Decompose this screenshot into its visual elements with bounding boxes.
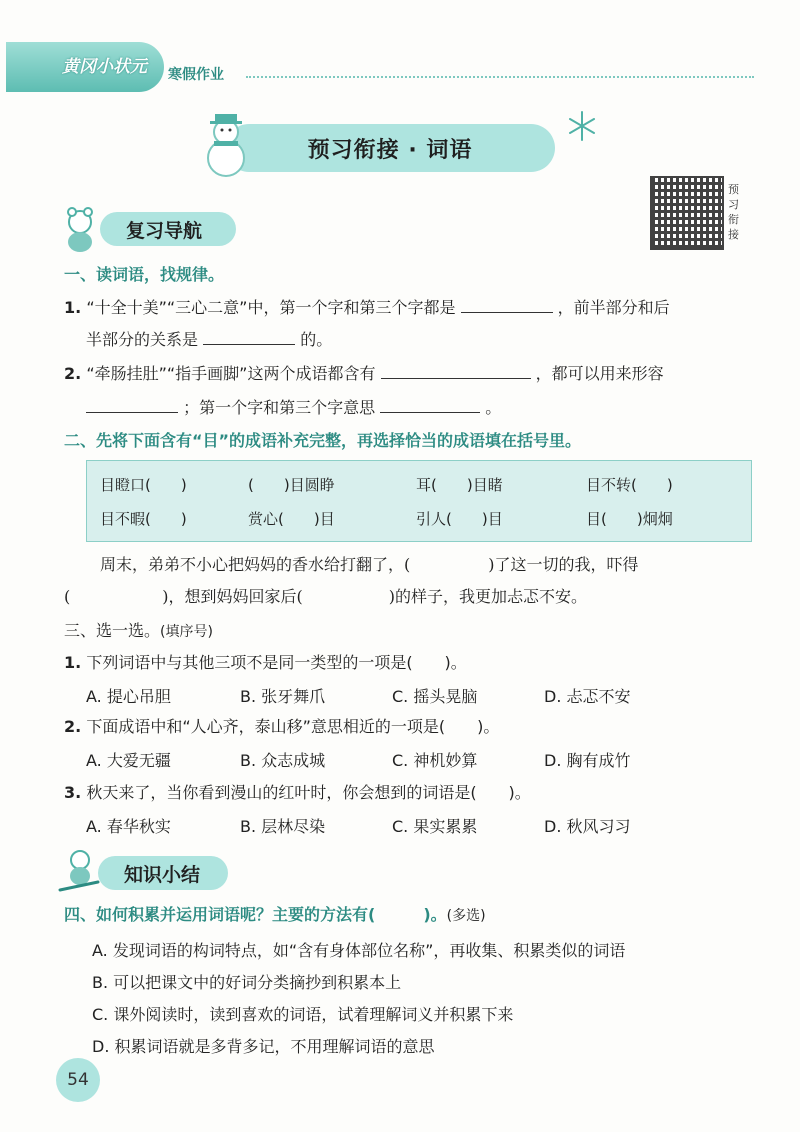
- part4-note: (多选): [446, 908, 486, 924]
- q1-blank-1[interactable]: [461, 296, 553, 313]
- choice-option[interactable]: C. 神机妙算: [392, 751, 478, 770]
- q1-text-a: “十全十美”“三心二意”中，第一个字和第三个字都是: [86, 298, 456, 317]
- choice-option[interactable]: B. 层林尽染: [240, 817, 326, 836]
- choice-option[interactable]: B. 众志成城: [240, 751, 326, 770]
- page-number: 54: [56, 1058, 100, 1102]
- choice-option[interactable]: C. 果实累累: [392, 817, 478, 836]
- passage-text: 周末，弟弟不小心把妈妈的香水给打翻了，(: [100, 555, 411, 574]
- choice-q3: [64, 782, 531, 804]
- passage-line-1: [100, 552, 639, 575]
- q2-text-c: ；第一个字和第三个字意思: [183, 398, 376, 417]
- qr-label: 预习衔接: [728, 183, 739, 241]
- section-review-pill: 复习导航: [100, 212, 236, 246]
- choice-q1-text: 下列词语中与其他三项不是同一类型的一项是( )。: [86, 653, 467, 672]
- q2-blank-3[interactable]: [380, 396, 480, 413]
- idiom-item[interactable]: 目不暇( ): [100, 510, 187, 528]
- skier-mascot-icon: [56, 846, 102, 896]
- choice-option[interactable]: A. 大爱无疆: [86, 751, 171, 770]
- choice-option[interactable]: D. 忐忑不安: [544, 687, 631, 706]
- part3-note: (填序号): [160, 624, 213, 640]
- q2-text-b: ，都可以用来形容: [535, 364, 664, 383]
- choice-q3-text: 秋天来了，当你看到漫山的红叶时，你会想到的词语是( )。: [86, 783, 531, 802]
- q1-blank-2[interactable]: [203, 328, 295, 345]
- method-option[interactable]: A. 发现词语的构词特点，如“含有身体部位名称”，再收集、积累类似的词语: [92, 941, 626, 960]
- q2-blank-1[interactable]: [381, 362, 531, 379]
- idiom-item[interactable]: 目( )炯炯: [586, 510, 673, 528]
- choice-q2-text: 下面成语中和“人心齐，泰山移”意思相近的一项是( )。: [86, 717, 500, 736]
- brand-logo: 黄冈小状元: [62, 57, 147, 77]
- idiom-item[interactable]: 目瞪口( ): [100, 476, 187, 494]
- q1-line1: [64, 296, 670, 319]
- choice-option[interactable]: A. 春华秋实: [86, 817, 171, 836]
- snowman-icon: [196, 108, 256, 180]
- bear-mascot-icon: [58, 204, 104, 254]
- choice-option[interactable]: D. 秋风习习: [544, 817, 631, 836]
- q2-line2: [86, 396, 501, 419]
- part4-heading: 四、如何积累并运用词语呢？主要的方法有( )。: [64, 905, 447, 924]
- q2-text-a: “牵肠挂肚”“指手画脚”这两个成语都含有: [86, 364, 376, 383]
- idiom-item[interactable]: 目不转( ): [586, 476, 673, 494]
- choice-q1: [64, 652, 467, 674]
- idiom-item[interactable]: 引人( )目: [416, 510, 503, 528]
- header-divider: [246, 76, 754, 78]
- passage-text: )了这一切的我，吓得: [488, 555, 639, 574]
- q1-number: 1.: [64, 298, 82, 317]
- passage-text: )，想到妈妈回家后(: [162, 587, 303, 606]
- part1-heading: 一、读词语，找规律。: [64, 265, 225, 284]
- choice-q2-number: 2.: [64, 717, 82, 736]
- page-title: 预习衔接 · 词语: [225, 124, 555, 172]
- choice-q1-number: 1.: [64, 653, 82, 672]
- method-option[interactable]: D. 积累词语就是多背多记，不用理解词语的意思: [92, 1037, 435, 1056]
- passage-text: (: [64, 587, 71, 606]
- choice-option[interactable]: B. 张牙舞爪: [240, 687, 326, 706]
- method-option[interactable]: C. 课外阅读时，读到喜欢的词语，试着理解词义并积累下来: [92, 1005, 514, 1024]
- passage-text: )的样子，我更加忐忑不安。: [388, 587, 587, 606]
- q1-text-c: 半部分的关系是: [86, 330, 199, 349]
- q2-text-d: 。: [485, 398, 502, 417]
- header-subtitle: 寒假作业: [168, 67, 224, 83]
- idiom-item[interactable]: 赏心( )目: [248, 510, 335, 528]
- method-option[interactable]: B. 可以把课文中的好词分类摘抄到积累本上: [92, 973, 402, 992]
- qr-code[interactable]: [650, 176, 724, 250]
- choice-q3-number: 3.: [64, 783, 82, 802]
- idiom-item[interactable]: 耳( )目睹: [416, 476, 503, 494]
- part3-heading-row: [64, 620, 213, 643]
- choice-option[interactable]: D. 胸有成竹: [544, 751, 631, 770]
- q2-line1: [64, 362, 664, 385]
- part2-heading: 二、先将下面含有“目”的成语补充完整，再选择恰当的成语填在括号里。: [64, 431, 582, 450]
- choice-option[interactable]: A. 提心吊胆: [86, 687, 171, 706]
- idiom-box: [86, 460, 752, 542]
- part4-heading-row: [64, 904, 486, 927]
- choice-q2: [64, 716, 499, 738]
- q1-text-b: ，前半部分和后: [557, 298, 670, 317]
- q1-text-d: 的。: [300, 330, 333, 349]
- choice-option[interactable]: C. 摇头晃脑: [392, 687, 478, 706]
- q2-number: 2.: [64, 364, 82, 383]
- snowflake-icon: [566, 110, 598, 142]
- idiom-item[interactable]: ( )目圆睁: [248, 476, 335, 494]
- passage-line-2: [64, 584, 587, 607]
- section-summary-pill: 知识小结: [98, 856, 228, 890]
- part3-heading: 三、选一选。: [64, 621, 161, 640]
- q1-line2: [86, 328, 332, 351]
- q2-blank-2[interactable]: [86, 396, 178, 413]
